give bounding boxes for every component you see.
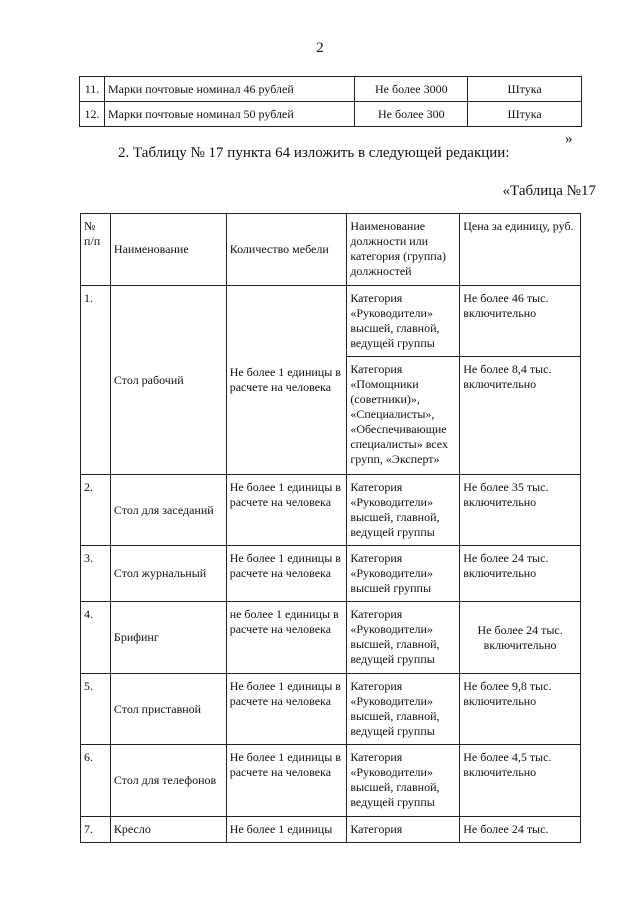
item-quantity: Не более 1 единицы в расчете на человека bbox=[226, 745, 347, 817]
price-limit: Не более 24 тыс. включительно bbox=[460, 546, 581, 602]
table-row bbox=[81, 546, 581, 602]
table-row bbox=[81, 745, 581, 817]
row-number: 12. bbox=[80, 102, 105, 127]
header-name: Наименование bbox=[110, 214, 226, 286]
position-category: Категория «Руководители» высшей, главной, ведущей группы bbox=[347, 286, 460, 357]
header-position: Наименование должности или категория (группа) должностей bbox=[347, 214, 460, 286]
table-header-row bbox=[81, 214, 581, 286]
item-name: Марки почтовые номинал 50 рублей bbox=[104, 102, 354, 127]
table-row bbox=[81, 817, 581, 843]
item-name: Брифинг bbox=[110, 602, 226, 674]
item-name: Стол для телефонов bbox=[110, 745, 226, 817]
page-number: 2 bbox=[316, 40, 324, 56]
item-unit: Штука bbox=[468, 102, 582, 127]
table-row bbox=[81, 475, 581, 546]
row-number: 11. bbox=[80, 77, 105, 102]
item-limit: Не более 300 bbox=[355, 102, 468, 127]
row-number: 2. bbox=[81, 475, 111, 546]
amendment-paragraph: 2. Таблицу № 17 пункта 64 изложить в следующей редакции: bbox=[118, 145, 510, 161]
table-17 bbox=[80, 213, 581, 843]
position-category: Категория «Руководители» высшей, главной, ведущей группы bbox=[347, 674, 460, 745]
item-quantity: Не более 1 единицы в расчете на человека bbox=[226, 546, 347, 602]
item-unit: Штука bbox=[468, 77, 582, 102]
item-name: Стол для заседаний bbox=[110, 475, 226, 546]
row-number: 7. bbox=[81, 817, 111, 843]
item-name: Стол рабочий bbox=[110, 286, 226, 475]
table-row bbox=[81, 286, 581, 357]
table-row bbox=[80, 77, 582, 102]
table-row bbox=[80, 102, 582, 127]
goods-table-continued bbox=[79, 76, 582, 127]
item-quantity: Не более 1 единицы в расчете на человека bbox=[226, 286, 347, 475]
price-limit: Не более 8,4 тыс. включительно bbox=[460, 357, 581, 475]
position-category: Категория bbox=[347, 817, 460, 843]
table-row bbox=[81, 602, 581, 674]
position-category: Категория «Руководители» высшей группы bbox=[347, 546, 460, 602]
row-number: 1. bbox=[81, 286, 111, 475]
price-limit: Не более 24 тыс. включительно bbox=[460, 602, 581, 674]
price-limit: Не более 24 тыс. bbox=[460, 817, 581, 843]
closing-quote: » bbox=[565, 131, 573, 147]
item-limit: Не более 3000 bbox=[355, 77, 468, 102]
header-num: № п/п bbox=[81, 214, 111, 286]
item-quantity: Не более 1 единицы bbox=[226, 817, 347, 843]
header-price: Цена за единицу, руб. bbox=[460, 214, 581, 286]
row-number: 6. bbox=[81, 745, 111, 817]
item-quantity: Не более 1 единицы в расчете на человека bbox=[226, 475, 347, 546]
position-category: Категория «Руководители» высшей, главной, ведущей группы bbox=[347, 475, 460, 546]
table-row bbox=[81, 674, 581, 745]
row-number: 5. bbox=[81, 674, 111, 745]
price-limit: Не более 35 тыс. включительно bbox=[460, 475, 581, 546]
item-name: Кресло bbox=[110, 817, 226, 843]
item-name: Стол журнальный bbox=[110, 546, 226, 602]
price-limit: Не более 4,5 тыс. включительно bbox=[460, 745, 581, 817]
row-number: 3. bbox=[81, 546, 111, 602]
table-label: «Таблица №17 bbox=[502, 183, 596, 199]
item-name: Стол приставной bbox=[110, 674, 226, 745]
item-name: Марки почтовые номинал 46 рублей bbox=[104, 77, 354, 102]
position-category: Категория «Руководители» высшей, главной, ведущей группы bbox=[347, 602, 460, 674]
position-category: Категория «Руководители» высшей, главной, ведущей группы bbox=[347, 745, 460, 817]
item-quantity: не более 1 единицы в расчете на человека bbox=[226, 602, 347, 674]
price-limit: Не более 46 тыс. включительно bbox=[460, 286, 581, 357]
position-category: Категория «Помощники (советники)», «Специалисты», «Обеспечивающие специалисты» всех групп, «Эксперт» bbox=[347, 357, 460, 475]
row-number: 4. bbox=[81, 602, 111, 674]
price-limit: Не более 9,8 тыс. включительно bbox=[460, 674, 581, 745]
header-qty: Количество мебели bbox=[226, 214, 347, 286]
item-quantity: Не более 1 единицы в расчете на человека bbox=[226, 674, 347, 745]
